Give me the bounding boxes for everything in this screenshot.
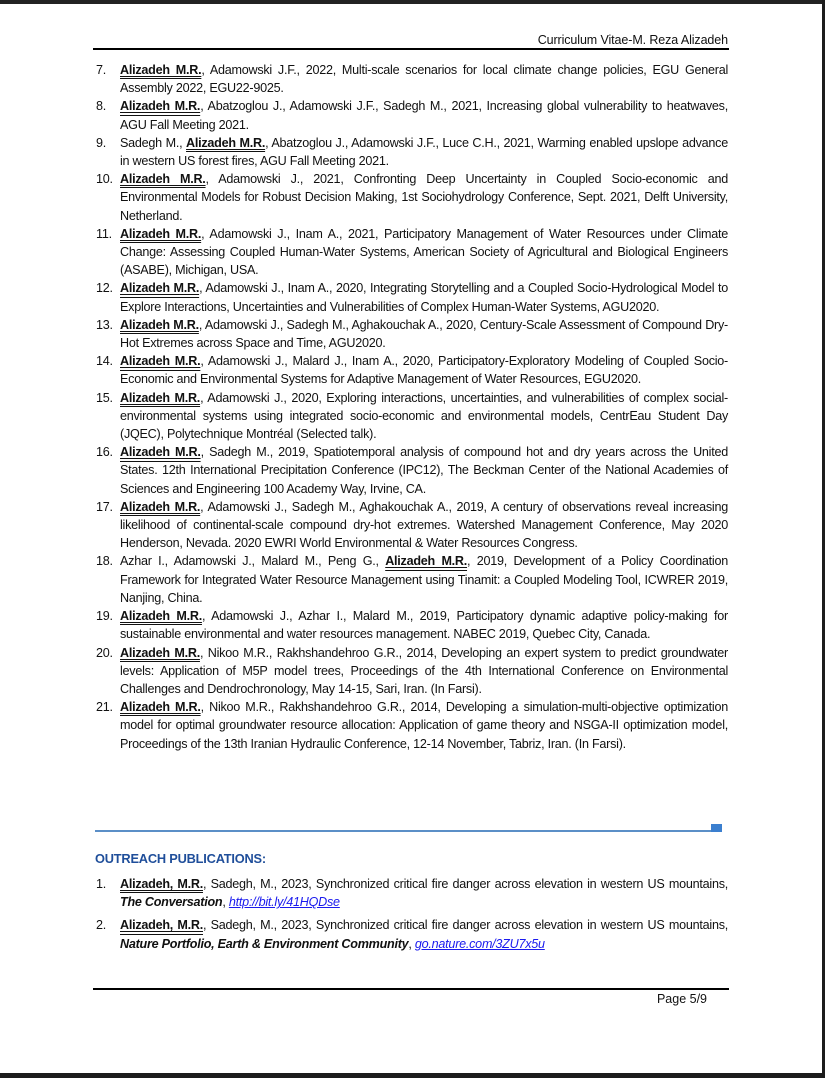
outreach-publications-list: [96, 875, 728, 958]
citation-text: , Nikoo M.R., Rakhshandehroo G.R., 2014, Developing a simulation-multi-objective optimization model for optimal groundwater resource allocation: Application of game theory and NSGA-II optimization model, Proceedings of the 13th Iranian Hydraulic Conference, 12-14 November, Tabriz, Iran. (In Farsi).: [120, 700, 728, 751]
conference-item: [96, 225, 728, 280]
citation-text: , Sadegh, M., 2023, Synchronized critical fire danger across elevation in western US mountains,: [203, 918, 728, 933]
coauthors-before: Sadegh M.,: [120, 135, 187, 150]
author-name-highlight: Alizadeh, M.R.: [120, 918, 203, 933]
author-name-highlight: Alizadeh M.R.: [120, 390, 201, 405]
outreach-link[interactable]: http://bit.ly/41HQDse: [228, 895, 340, 910]
outreach-item: [96, 875, 728, 911]
conference-item: [96, 134, 728, 170]
conference-item: [96, 61, 728, 97]
viewer-bottom-bar: [0, 1073, 825, 1078]
item-number: 11.: [96, 226, 112, 241]
conference-item: [96, 443, 728, 498]
citation-text: , 2019, Development of a Policy Coordination Framework for Integrated Water Resource Management using Tinamit: a Coupled Modeling Tool, ICWRER 2019, Nanjing, China.: [120, 554, 728, 605]
author-name-highlight: Alizadeh M.R.: [186, 135, 266, 150]
citation-text: , Adamowski J., Inam A., 2021, Participatory Management of Water Resources under Climate Change: Assessing Coupled Human-Water Systems, American Society of Agricultural and Biological Engineers (ASABE), Michigan, USA.: [120, 226, 728, 278]
conference-item: [96, 552, 728, 607]
author-name-highlight: Alizadeh M.R.: [120, 499, 201, 514]
coauthors-before: Azhar I., Adamowski J., Malard M., Peng G.,: [120, 554, 386, 569]
item-number: 16.: [96, 445, 113, 460]
author-name-highlight: Alizadeh, M.R.: [120, 877, 203, 891]
citation-text: , Adamowski J., Malard J., Inam A., 2020, Participatory-Exploratory Modeling of Coupled Socio-Economic and Environmental Systems for Adaptive Management of Water Resources, EGU2020.: [120, 354, 728, 387]
item-number: 1.: [96, 877, 107, 891]
author-name-highlight: Alizadeh M.R.: [120, 700, 201, 715]
section-divider: [95, 830, 713, 832]
viewer-top-bar: [0, 0, 825, 4]
conference-item: [96, 316, 728, 352]
conference-item: [96, 389, 728, 444]
outreach-link[interactable]: go.nature.com/3ZU7x5u: [414, 936, 545, 951]
item-number: 13.: [96, 317, 113, 332]
citation-text: , Adamowski J.F., 2022, Multi-scale scenarios for local climate change policies, EGU General Assembly 2022, EGU22-9025.: [120, 63, 729, 96]
author-name-highlight: Alizadeh M.R.: [120, 645, 200, 660]
author-name-highlight: Alizadeh M.R.: [120, 99, 201, 114]
separator: ,: [222, 895, 229, 910]
conference-item: [96, 279, 728, 315]
item-number: 18.: [96, 554, 113, 569]
conference-item: [96, 170, 728, 225]
page-number: Page 5/9: [656, 992, 707, 1006]
footer-rule: [93, 988, 729, 990]
author-name-highlight: Alizadeh M.R.: [385, 554, 468, 569]
citation-text: , Adamowski J., Sadegh M., Aghakouchak A., 2019, A century of observations reveal increasing likelihood of continental-scale compound dry-hot extremes. Watershed Management Conference, May 2020 Henderson, Nevada. 2020 EWRI World Environmental & Water Resources Congress.: [120, 499, 728, 551]
author-name-highlight: Alizadeh M.R.: [120, 172, 206, 187]
running-header: Curriculum Vitae-M. Reza Alizadeh: [537, 33, 728, 47]
item-number: 14.: [96, 354, 113, 369]
author-name-highlight: Alizadeh M.R.: [120, 281, 200, 296]
author-name-highlight: Alizadeh M.R.: [120, 226, 202, 241]
item-number: 20.: [96, 645, 113, 660]
citation-text: , Abatzoglou J., Adamowski J.F., Sadegh M., 2021, Increasing global vulnerability to heatwaves, AGU Fall Meeting 2021.: [120, 99, 728, 132]
section-divider-marker: [711, 824, 722, 832]
venue-name: The Conversation: [120, 895, 223, 910]
citation-text: , Adamowski J., 2020, Exploring interactions, uncertainties, and vulnerabilities of complex social-environmental systems using integrated socio-economic and environmental models, CentrEau Student Day (JQEC), Polytechnique Montréal (Selected talk).: [120, 390, 728, 442]
author-name-highlight: Alizadeh M.R.: [120, 445, 201, 460]
citation-text: , Adamowski J., 2021, Confronting Deep Uncertainty in Coupled Socio-economic and Environmental Models for Robust Decision Making, 1st Sociohydrology Conference, Sept. 2021, Delft University, Netherland.: [120, 172, 728, 223]
citation-text: , Adamowski J., Azhar I., Malard M., 2019, Participatory dynamic adaptive policy-making for sustainable environmental and water resources management. NABEC 2019, Quebec City, Canada.: [120, 609, 728, 642]
outreach-heading: OUTREACH PUBLICATIONS:: [95, 851, 266, 866]
item-number: 7.: [96, 63, 107, 77]
item-number: 17.: [96, 499, 113, 514]
author-name-highlight: Alizadeh M.R.: [120, 317, 199, 332]
author-name-highlight: Alizadeh M.R.: [120, 609, 202, 624]
conference-item: [96, 498, 728, 553]
item-number: 15.: [96, 390, 113, 405]
separator: ,: [408, 936, 415, 951]
conference-item: [96, 352, 728, 388]
citation-text: , Sadegh, M., 2023, Synchronized critical fire danger across elevation in western US mountains,: [203, 877, 728, 891]
item-number: 19.: [96, 609, 113, 624]
author-name-highlight: Alizadeh M.R.: [120, 354, 201, 369]
item-number: 10.: [96, 172, 113, 187]
header-rule: [93, 48, 729, 50]
citation-text: , Adamowski J., Inam A., 2020, Integrating Storytelling and a Coupled Socio-Hydrological Model to Explore Interactions, Uncertainties and Vulnerabilities of Complex Human-Water Systems, AGU2020.: [120, 281, 728, 314]
conference-item: [96, 698, 728, 753]
citation-text: , Adamowski J., Sadegh M., Aghakouchak A., 2020, Century-Scale Assessment of Compound Dry-Hot Extremes across Space and Time, AGU2020.: [120, 317, 728, 351]
item-number: 9.: [96, 135, 107, 150]
conference-item: [96, 607, 728, 643]
item-number: 2.: [96, 918, 107, 933]
venue-name: Nature Portfolio, Earth & Environment Community: [120, 936, 409, 951]
conference-item: [96, 644, 728, 699]
item-number: 21.: [96, 700, 113, 715]
citation-text: , Abatzoglou J., Adamowski J.F., Luce C.H., 2021, Warming enabled upslope advance in western US forest fires, AGU Fall Meeting 2021.: [120, 135, 728, 169]
item-number: 12.: [96, 281, 113, 296]
citation-text: , Sadegh M., 2019, Spatiotemporal analysis of compound hot and dry years across the United States. 12th International Precipitation Conference (IPC12), The Beckman Center of the National Academies of Sciences and Engineering 100 Academy Way, Irvine, CA.: [120, 445, 728, 496]
conference-presentations-list: [96, 61, 728, 753]
author-name-highlight: Alizadeh M.R.: [120, 63, 202, 77]
outreach-item: [96, 916, 728, 952]
citation-text: , Nikoo M.R., Rakhshandehroo G.R., 2014, Developing an expert system to predict groundwater levels: Application of M5P model trees, Proceedings of the 4th International Conference on Environmental Challenges and Dendrochronology, May 14-15, Sari, Iran. (In Farsi).: [120, 645, 728, 696]
conference-item: [96, 97, 728, 133]
item-number: 8.: [96, 99, 107, 114]
